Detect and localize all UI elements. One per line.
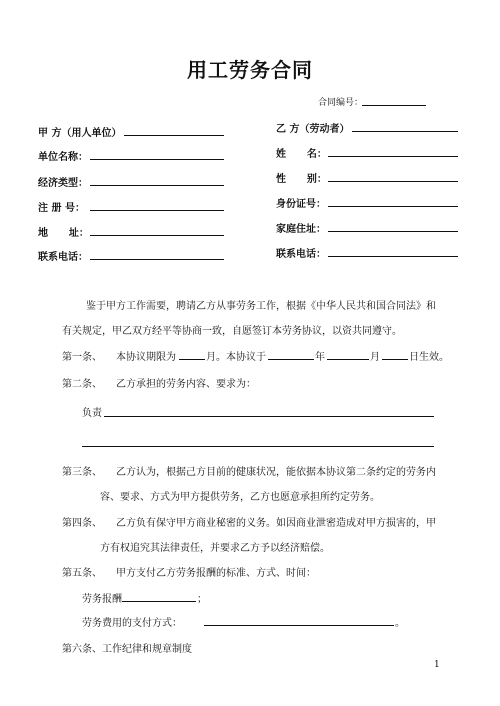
article-3-line: 容、要求、方式为甲方提供劳务，乙方也愿意承担所约定劳务。	[100, 492, 380, 503]
party-a-field-label: 联系电话：	[38, 252, 88, 263]
payment-method-end-punct: 。	[395, 618, 405, 629]
article-4-line: 方有权追究其法律责任，并要求乙方予以经济赔偿。	[100, 543, 330, 554]
party-a-field-label: 注 册 号：	[38, 203, 85, 214]
responsible-field-continued[interactable]	[82, 446, 434, 447]
effective-day-field[interactable]	[382, 359, 408, 360]
contract-number-label: 合同编号：	[318, 98, 364, 108]
party-a-field-label: 单位名称：	[38, 152, 88, 163]
party-b-header: 乙 方（劳动者）	[276, 124, 350, 135]
article-4-number: 第四条、	[62, 518, 102, 529]
article-4-line: 乙方负有保守甲方商业秘密的义务。如因商业泄密造成对甲方损害的，甲	[116, 518, 436, 529]
party-a-registration-field[interactable]	[90, 210, 224, 211]
article-3-line: 乙方认为，根据己方目前的健康状况，能依据本协议第二条约定的劳务内	[116, 467, 436, 478]
article-1-text: 日生效。	[409, 352, 449, 363]
preamble-line: 有关规定，甲乙双方经平等协商一致，自愿签订本劳务协议，以资共同遵守。	[62, 326, 402, 337]
party-b-field-label: 身份证号：	[276, 199, 326, 210]
pay-field[interactable]	[122, 601, 196, 602]
party-b-id-number-field[interactable]	[328, 206, 458, 207]
effective-year-field[interactable]	[268, 359, 314, 360]
party-b-phone-field[interactable]	[328, 256, 458, 257]
party-a-economic-type-field[interactable]	[90, 185, 224, 186]
party-b-person-name-field[interactable]	[328, 156, 458, 157]
party-b-field-label: 联系电话：	[276, 249, 326, 260]
effective-month-field[interactable]	[327, 359, 369, 360]
contract-number-field[interactable]	[362, 105, 426, 106]
document-title: 用工劳务合同	[187, 58, 313, 82]
party-a-field-label: 经济类型：	[38, 178, 88, 189]
article-6-heading: 第六条、工作纪律和规章制度	[62, 644, 192, 655]
party-b-gender-field[interactable]	[328, 181, 458, 182]
responsible-label: 负责	[82, 408, 102, 419]
article-2-text: 乙方承担的劳务内容、要求为：	[116, 379, 256, 390]
article-2-number: 第二条、	[62, 379, 102, 390]
party-b-name-field[interactable]	[352, 131, 458, 132]
party-a-unit-name-field[interactable]	[90, 159, 224, 160]
article-5-number: 第五条、	[62, 568, 102, 579]
term-months-field[interactable]	[179, 359, 205, 360]
article-1-text: 年	[315, 352, 325, 363]
party-a-header: 甲 方（用人单位）	[38, 128, 122, 139]
party-a-address-field[interactable]	[90, 235, 224, 236]
party-a-name-field[interactable]	[124, 135, 224, 136]
preamble-line: 鉴于甲方工作需要，聘请乙方从事劳务工作，根据《中华人民共和国合同法》和	[86, 301, 436, 312]
article-3-number: 第三条、	[62, 467, 102, 478]
article-1-text: 月。本协议于	[206, 352, 266, 363]
pay-label: 劳务报酬	[82, 594, 122, 605]
article-5-text: 甲方支付乙方劳务报酬的标准、方式、时间：	[116, 568, 316, 579]
party-b-field-label: 姓 名：	[276, 149, 327, 160]
payment-method-label: 劳务费用的支付方式：	[82, 618, 182, 629]
article-1-text: 本协议期限为	[116, 352, 176, 363]
page-number: 1	[434, 660, 440, 670]
payment-method-field[interactable]	[204, 625, 394, 626]
party-b-home-address-field[interactable]	[328, 231, 458, 232]
article-1-number: 第一条、	[62, 352, 102, 363]
party-a-phone-field[interactable]	[90, 259, 224, 260]
article-1-text: 月	[370, 352, 380, 363]
party-b-field-label: 性 别：	[276, 174, 327, 185]
pay-end-punct: ；	[197, 594, 207, 605]
responsible-field[interactable]	[104, 416, 434, 417]
party-a-field-label: 地 址：	[38, 228, 89, 239]
party-b-field-label: 家庭住址：	[276, 224, 326, 235]
